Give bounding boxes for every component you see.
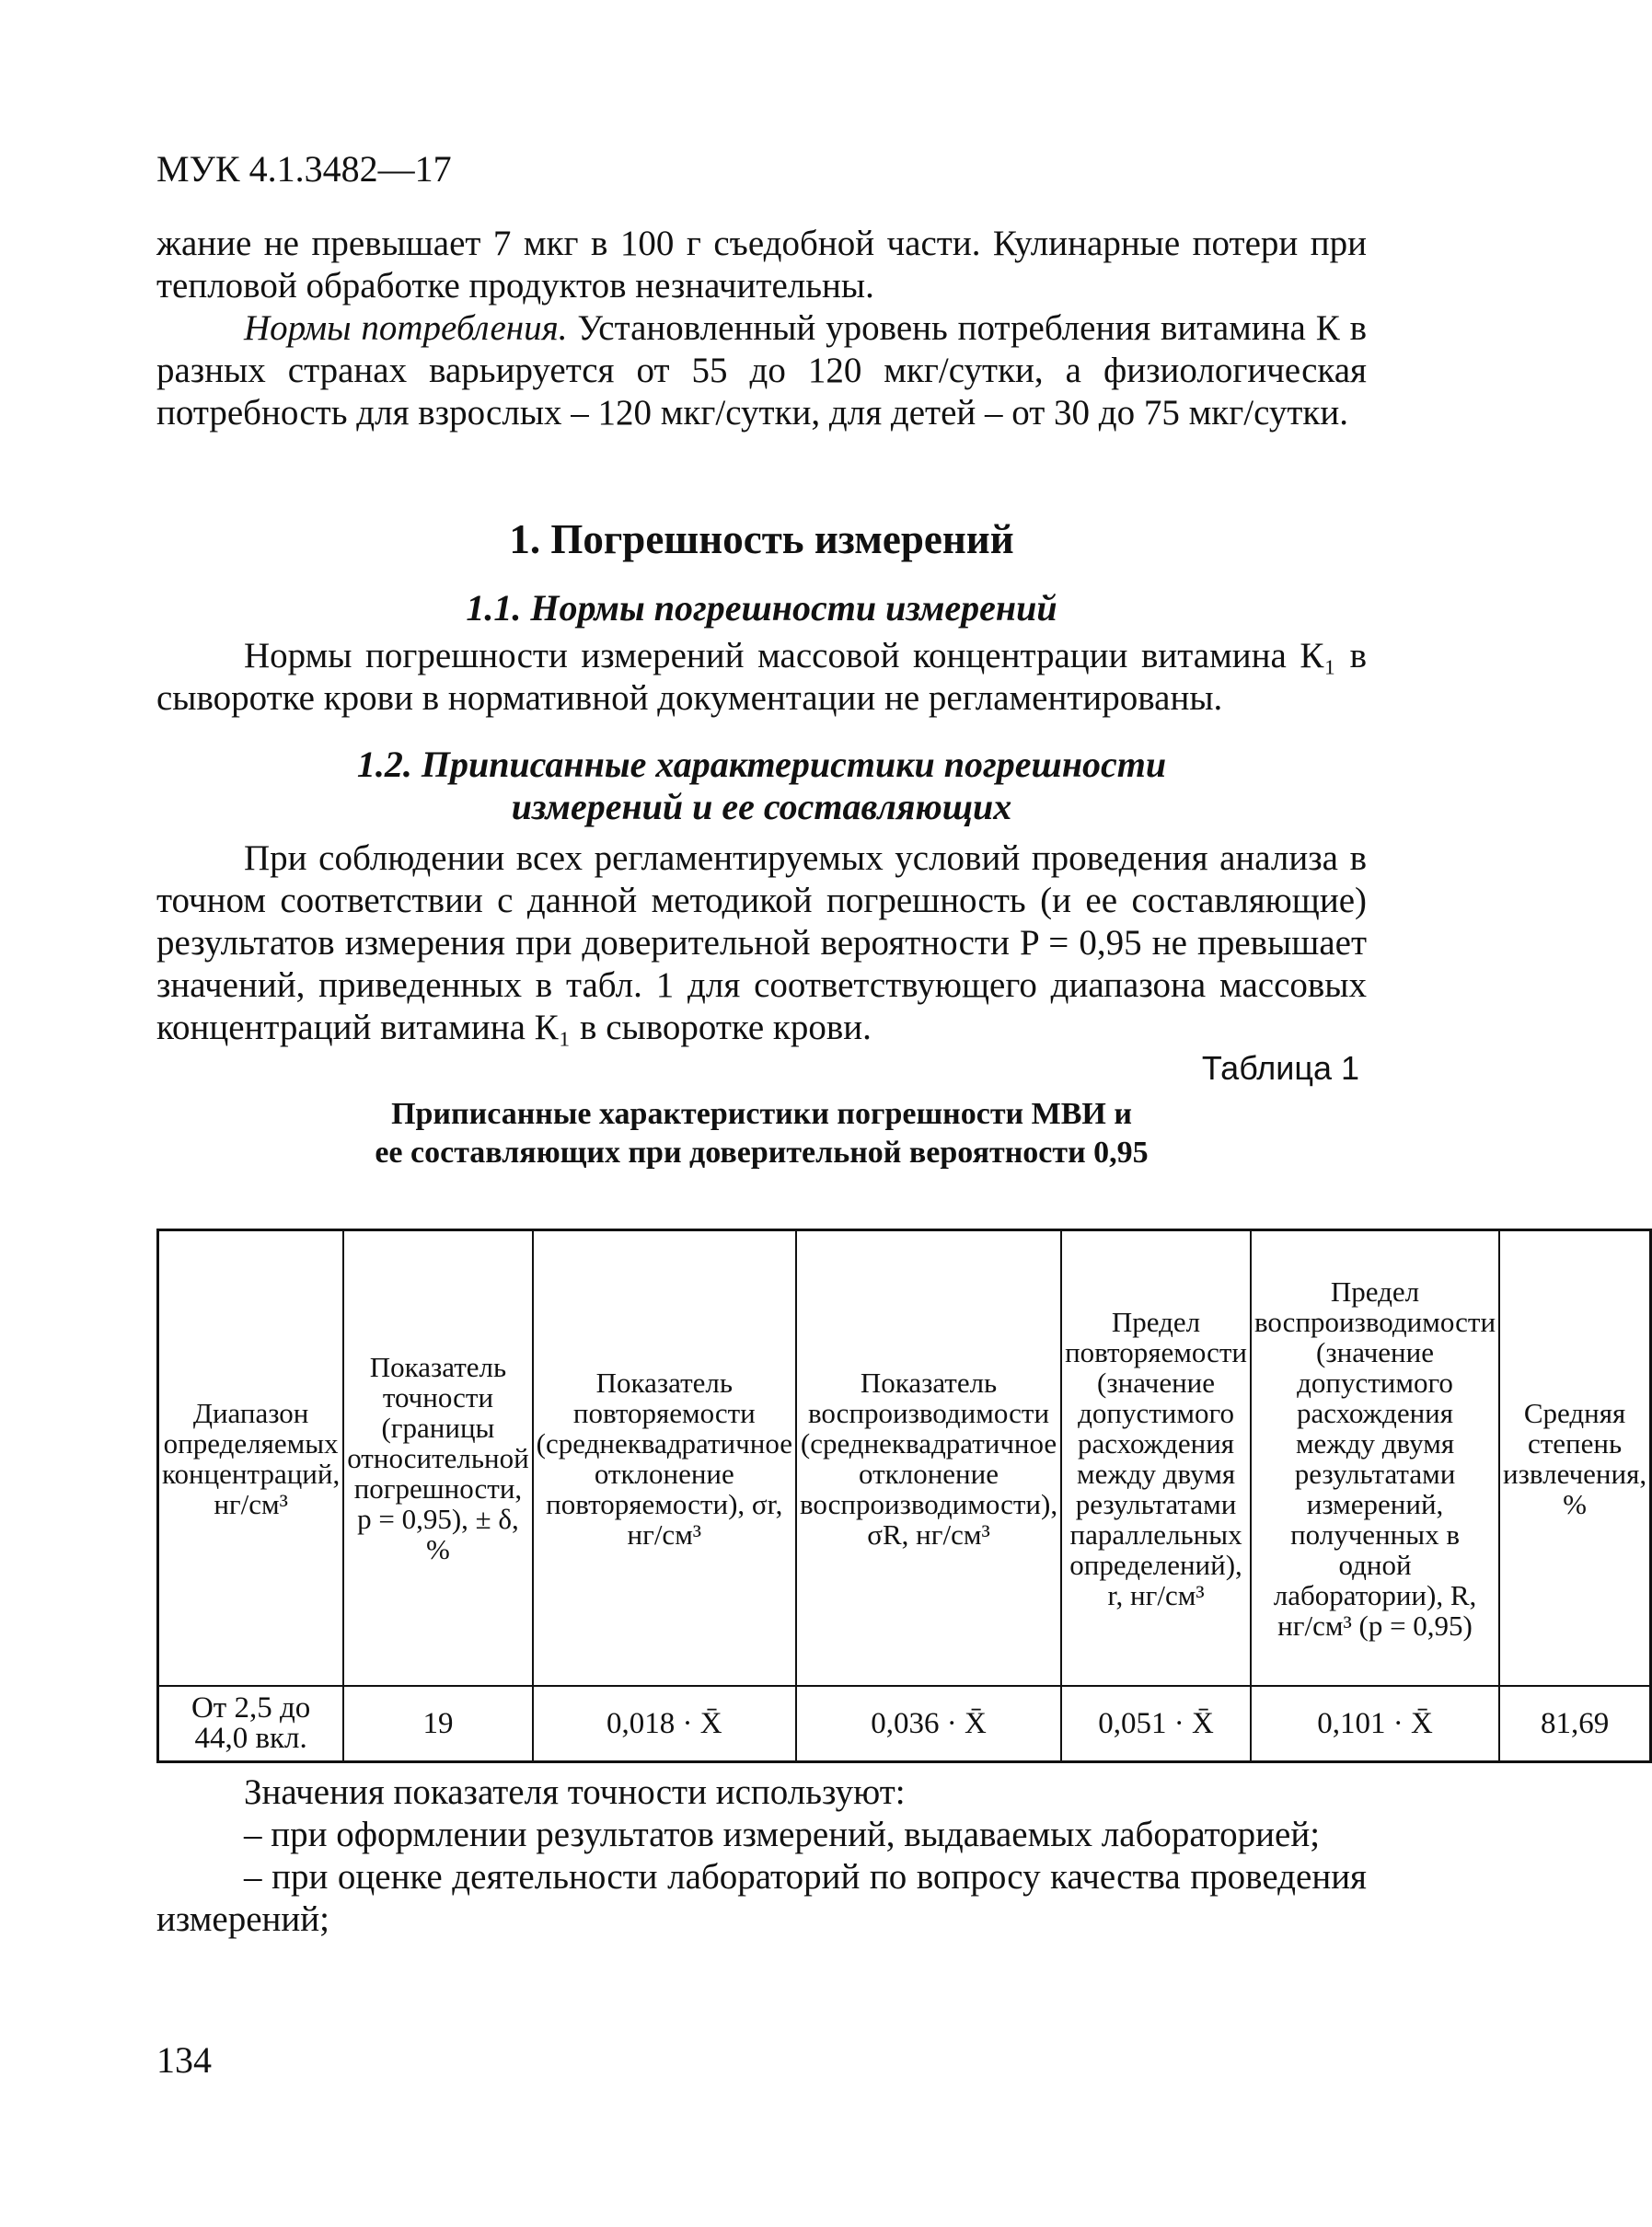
intro-paragraph-2 [156, 307, 1367, 434]
table-header-row [158, 1230, 1651, 1687]
header-concentration-range: Диапазон определяемых концентраций, нг/см³ [158, 1230, 344, 1687]
cell-repeatability: 0,018 · X̄ [533, 1686, 796, 1762]
header-repeatability-limit: Предел повторяемости (значение допустимого расхождения между двумя результатами параллельных определений), r, нг/см³ [1061, 1230, 1251, 1687]
after-line-2: – при оформлении результатов измерений, выдаваемых лабораторией; [244, 1815, 1321, 1854]
intro-text [156, 223, 1367, 434]
after-line-3: – при оценке деятельности лабораторий по вопросу качества проведения измерений; [156, 1857, 1367, 1939]
cell-accuracy: 19 [343, 1686, 532, 1762]
section-1-2-text: При соблюдении всех регламентируемых условий проведения анализа в точном соответствии с данной методикой погрешность (и ее составляющие) результатов измерения при доверительной вероятности P = 0,95 не превышает значений, приведенных в табл. 1 для соответствующего диапазона массовых концентраций витамина К₁ в сыворотке крови. [156, 838, 1367, 1047]
header-reproducibility-index: Показатель воспроизводимости (среднеквадратичное отклонение воспроизводимости), σR, нг/см³ [796, 1230, 1061, 1687]
table-title-line-2: ее составляющих при доверительной вероятности 0,95 [375, 1136, 1149, 1170]
table-label: Таблица 1 [1201, 1049, 1359, 1087]
section-1-heading: 1. Погрешность измерений [509, 516, 1014, 562]
cell-range: От 2,5 до 44,0 вкл. [158, 1686, 344, 1762]
consumption-norms-text: Установленный уровень потребления витамина К в разных странах варьируется от 55 до 120 мкг/сутки, а физиологическая потребность для взрослых – 120 мкг/сутки, для детей – от 30 до 75 мкг/сутки. [156, 308, 1367, 433]
after-table-text [156, 1771, 1367, 1941]
intro-paragraph-1: жание не превышает 7 мкг в 100 г съедобной части. Кулинарные потери при тепловой обработке продуктов незначительны. [156, 224, 1367, 306]
table-title-line-1: Приписанные характеристики погрешности МВИ и [391, 1097, 1132, 1131]
consumption-norms-lead: Нормы потребления. [244, 308, 568, 348]
section-1-1-text: Нормы погрешности измерений массовой концентрации витамина К₁ в сыворотке крови в нормативной документации не регламентированы. [156, 636, 1367, 718]
header-accuracy-index: Показатель точности (границы относительной погрешности, p = 0,95), ± δ, % [343, 1230, 532, 1687]
section-1-1-heading: 1.1. Нормы погрешности измерений [466, 587, 1057, 629]
error-characteristics-table [156, 1229, 1652, 1763]
section-1-2-heading: 1.2. Приписанные характеристики погрешности измерений и ее составляющих [356, 744, 1167, 827]
cell-recovery: 81,69 [1499, 1686, 1651, 1762]
header-reproducibility-limit: Предел воспроизводимости (значение допустимого расхождения между двумя результатами измерений, полученных в одной лаборатории), R, нг/см³ (p = 0,95) [1251, 1230, 1499, 1687]
table-title [156, 1095, 1367, 1172]
after-line-1: Значения показателя точности используют: [244, 1772, 906, 1812]
header-repeatability-index: Показатель повторяемости (среднеквадратичное отклонение повторяемости), σr, нг/см³ [533, 1230, 796, 1687]
table-row [158, 1686, 1651, 1762]
cell-reproducibility: 0,036 · X̄ [796, 1686, 1061, 1762]
header-recovery-rate: Средняя степень извлечения, % [1499, 1230, 1651, 1687]
page-number: 134 [156, 2039, 212, 2081]
document-code: МУК 4.1.3482—17 [156, 148, 452, 190]
cell-repeatability-limit: 0,051 · X̄ [1061, 1686, 1251, 1762]
cell-reproducibility-limit: 0,101 · X̄ [1251, 1686, 1499, 1762]
